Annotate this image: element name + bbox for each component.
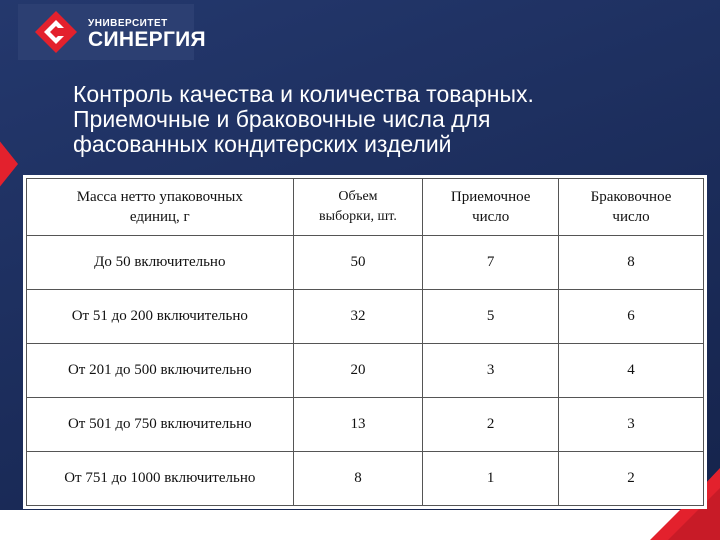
cell-acceptance: 2	[423, 398, 559, 452]
table-row	[27, 452, 704, 506]
cell-rejection: 3	[559, 398, 704, 452]
cell-mass: От 751 до 1000 включительно	[27, 452, 294, 506]
cell-acceptance: 7	[423, 236, 559, 290]
title-line: Приемочные и браковочные числа для	[73, 106, 491, 132]
bottom-band	[0, 510, 720, 540]
table-row	[27, 290, 704, 344]
university-logo	[18, 4, 206, 60]
cell-sample: 32	[293, 290, 423, 344]
table-header-row	[27, 179, 704, 236]
cell-acceptance: 3	[423, 344, 559, 398]
header-acceptance-number: Приемочное число	[423, 179, 559, 236]
logo-caption: УНИВЕРСИТЕТ	[88, 18, 168, 29]
table-row	[27, 398, 704, 452]
cell-mass: От 501 до 750 включительно	[27, 398, 294, 452]
cell-sample: 8	[293, 452, 423, 506]
decorative-diamond-icon	[0, 134, 18, 194]
cell-mass: От 51 до 200 включительно	[27, 290, 294, 344]
header-rejection-number: Браковочное число	[559, 179, 704, 236]
acceptance-table	[26, 178, 704, 506]
cell-rejection: 4	[559, 344, 704, 398]
title-line: фасованных кондитерских изделий	[73, 131, 452, 157]
synergy-logo-icon	[34, 10, 78, 54]
cell-sample: 13	[293, 398, 423, 452]
cell-mass: До 50 включительно	[27, 236, 294, 290]
cell-rejection: 8	[559, 236, 704, 290]
cell-mass: От 201 до 500 включительно	[27, 344, 294, 398]
title-line: Контроль качества и количества товарных.	[73, 81, 534, 107]
header-sample-size: Объем выборки, шт.	[293, 179, 423, 236]
header-net-mass: Масса нетто упаковочных единиц, г	[27, 179, 294, 236]
cell-rejection: 2	[559, 452, 704, 506]
cell-acceptance: 5	[423, 290, 559, 344]
cell-acceptance: 1	[423, 452, 559, 506]
table-row	[27, 344, 704, 398]
cell-sample: 50	[293, 236, 423, 290]
cell-rejection: 6	[559, 290, 704, 344]
table-row	[27, 236, 704, 290]
logo-name: СИНЕРГИЯ	[88, 28, 206, 51]
cell-sample: 20	[293, 344, 423, 398]
slide-title	[73, 82, 693, 157]
table-panel	[23, 175, 707, 509]
